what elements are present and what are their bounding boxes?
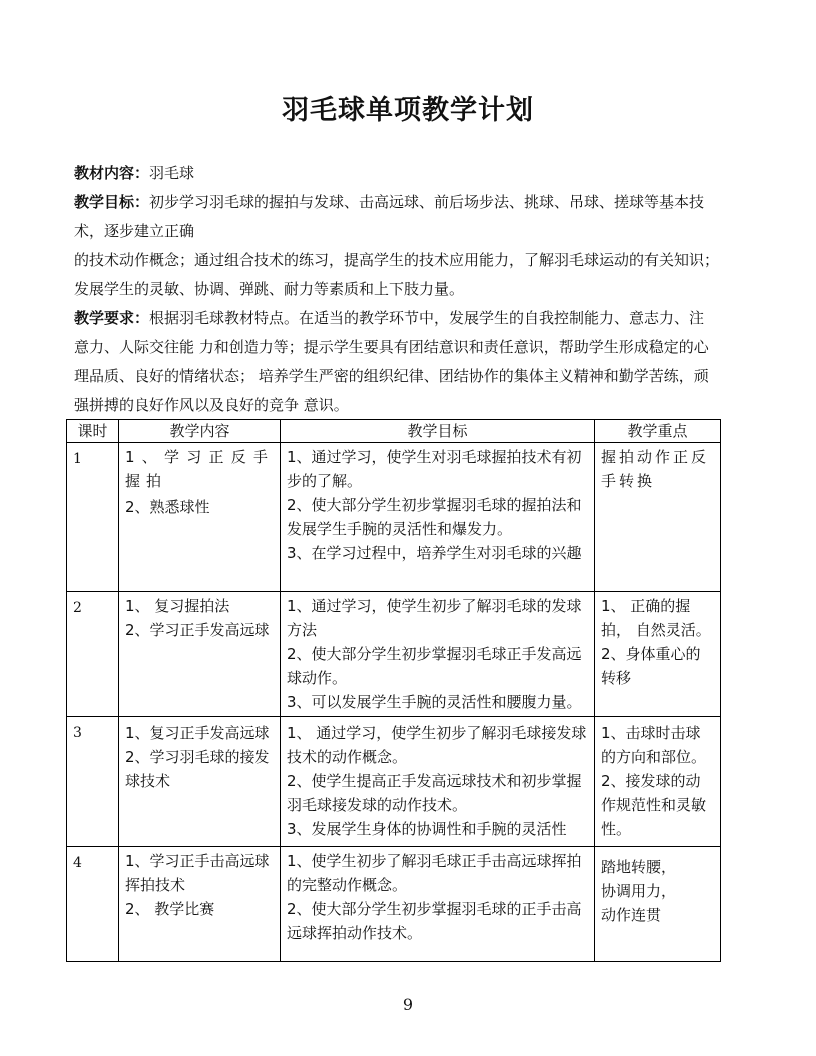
- focus-item: 动作连贯: [601, 906, 662, 924]
- requirements-label: 教学要求：: [74, 309, 150, 327]
- goals-text: 初步学习羽毛球的握拍与发球、击高远球、前后场步法、挑球、吊球、搓球等基本技: [149, 193, 705, 211]
- requirements-line-4: 强拼搏的良好作风以及良好的竞争 意识。: [74, 396, 349, 414]
- goal-item: 1、通过学习，使学生初步了解羽毛球的发球方法: [287, 597, 582, 639]
- goal-item: 3、在学习过程中，培养学生对羽毛球的兴趣: [287, 544, 582, 562]
- goal-item: 3、可以发展学生手腕的灵活性和腰腹力量。: [287, 693, 582, 711]
- content-value: 羽毛球: [149, 164, 195, 182]
- goals-label: 教学目标：: [74, 193, 150, 211]
- lesson-number: 1: [67, 443, 119, 592]
- content-label: 教材内容：: [74, 164, 150, 182]
- lesson-focus: [595, 443, 721, 592]
- lesson-number: 3: [67, 717, 119, 847]
- header-content: 教学内容: [119, 420, 281, 443]
- content-item: 1、学习正手击高远球挥拍技术: [125, 852, 270, 894]
- focus-item: 踏地转腰，: [601, 858, 677, 876]
- goal-item: 1、 通过学习，使学生初步了解羽毛球接发球技术的动作概念。: [287, 724, 587, 766]
- goal-item: 2、使学生提高正手发高远球技术和初步掌握羽毛球接发球的动作技术。: [287, 772, 582, 814]
- goal-item: 2、使大部分学生初步掌握羽毛球的正手击高远球挥拍动作技术。: [287, 900, 582, 942]
- lesson-goals: [281, 592, 595, 717]
- requirements-text: 根据羽毛球教材特点。在适当的教学环节中，发展学生的自我控制能力、意志力、注: [149, 309, 705, 327]
- table-header-row: [67, 420, 721, 443]
- focus-item: 2、接发球的动作规范性和灵敏性。: [601, 772, 707, 838]
- goal-item: 2、使大部分学生初步掌握羽毛球的握拍法和发展学生手腕的灵活性和爆发力。: [287, 496, 582, 538]
- header-focus: 教学重点: [595, 420, 721, 443]
- lesson-number: 2: [67, 592, 119, 717]
- lesson-content: [119, 443, 281, 592]
- content-item: 1、复习正手发高远球: [125, 724, 270, 742]
- header-goals: 教学目标: [281, 420, 595, 443]
- focus-item: 1、击球时击球的方向和部位。: [601, 724, 707, 766]
- intro-section: [74, 159, 746, 420]
- goal-item: 1、通过学习，使学生对羽毛球握拍技术有初步的了解。: [287, 448, 582, 490]
- focus-item: 1、 正确的握拍， 自然灵活。: [601, 597, 711, 639]
- goal-item: 1、使学生初步了解羽毛球正手击高远球挥拍的完整动作概念。: [287, 852, 582, 894]
- table-row: [67, 443, 721, 592]
- table-row: [67, 847, 721, 962]
- focus-item: 2、身体重心的转移: [601, 645, 701, 687]
- lesson-content: [119, 592, 281, 717]
- lesson-plan-table: [66, 419, 721, 962]
- lesson-focus: [595, 592, 721, 717]
- focus-item: 握拍动作正反手转换: [601, 448, 710, 490]
- requirements-line-2: 意力、人际交往能 力和创造力等；提示学生要具有团结意识和责任意识，帮助学生形成稳定的心: [74, 338, 709, 356]
- document-title: 羽毛球单项教学计划: [282, 95, 534, 126]
- lesson-focus: [595, 847, 721, 962]
- content-item: 2、学习正手发高远球: [125, 621, 270, 639]
- requirements-line-3: 理品质、良好的情绪状态； 培养学生严密的组织纪律、团结协作的集体主义精神和勤学苦练，顽: [74, 367, 709, 385]
- content-item: 1、 复习握拍法: [125, 597, 230, 615]
- goals-line-4: 发展学生的灵敏、协调、弹跳、耐力等素质和上下肢力量。: [74, 280, 465, 298]
- content-item: 2、学习羽毛球的接发球技术: [125, 748, 270, 790]
- requirements-line-1: [74, 304, 746, 333]
- goals-line-2: 术，逐步建立正确: [74, 222, 195, 240]
- goal-item: 3、发展学生身体的协调性和手腕的灵活性: [287, 820, 567, 838]
- lesson-content: [119, 717, 281, 847]
- lesson-number: 4: [67, 847, 119, 962]
- page-number: 9: [402, 995, 414, 1014]
- content-line: [74, 159, 746, 188]
- lesson-goals: [281, 443, 595, 592]
- lesson-content: [119, 847, 281, 962]
- content-item: 1、学习正反手握拍: [125, 448, 274, 490]
- content-item: 2、 教学比赛: [125, 900, 215, 918]
- table-row: [67, 592, 721, 717]
- focus-item: 协调用力，: [601, 882, 677, 900]
- header-lesson: 课时: [67, 420, 119, 443]
- lesson-goals: [281, 847, 595, 962]
- goal-item: 2、使大部分学生初步掌握羽毛球正手发高远球动作。: [287, 645, 582, 687]
- content-item: 2、熟悉球性: [125, 498, 210, 516]
- lesson-goals: [281, 717, 595, 847]
- table-row: [67, 717, 721, 847]
- goals-line-1: [74, 188, 746, 217]
- lesson-focus: [595, 717, 721, 847]
- goals-line-3: 的技术动作概念；通过组合技术的练习，提高学生的技术应用能力，了解羽毛球运动的有关知识；: [74, 251, 720, 269]
